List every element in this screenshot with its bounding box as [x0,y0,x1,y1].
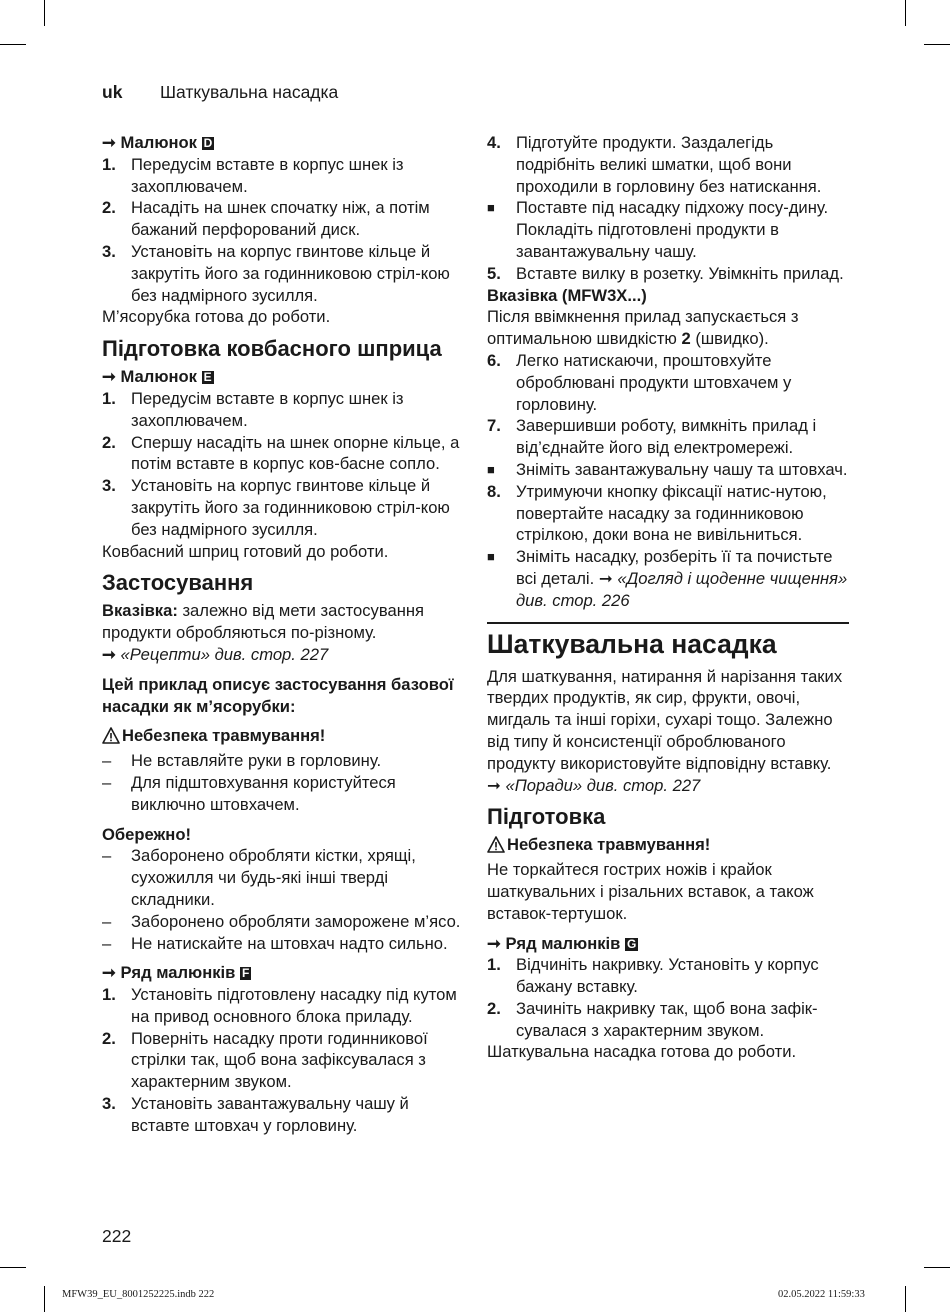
list-item [487,481,849,546]
list-item [487,459,849,481]
figure-ref-e [102,366,464,388]
dash-marker: – [102,751,112,771]
danger-heading-text: Небезпека травмування! [122,726,326,746]
step-text: Вставте вилку в розетку. Увімкніть прилад. [516,263,844,283]
cross-reference[interactable] [102,644,464,666]
step-number: 6. [487,350,501,370]
arrow-icon: ➞ [102,963,116,983]
arrow-icon: ➞ [102,367,116,387]
reference-text: «Рецепти» див. стор. 227 [120,644,329,664]
list-item [102,845,464,910]
steps-g [487,954,849,1041]
steps-continued [487,132,849,285]
step-text: Заборонено обробляти заморожене м’ясо. [131,911,461,931]
ready-text: М’ясорубка готова до роботи. [102,307,331,327]
footer-file-info: MFW39_EU_8001252225.indb 222 [62,1289,215,1300]
step-number: 3. [102,241,116,261]
list-item [102,388,464,432]
step-text: Відчиніть накривку. Установіть у корпус бажану вставку. [516,955,819,997]
list-item [487,132,849,197]
intro-text: Для шаткування, натирання й нарізання таких твердих продуктів, як сир, фрукти, овочі, мигдаль та інші горіхи, сухарі тощо. Залежно від типу й консистенції оброблюваного продукту використовуйте відповідну вставку. [487,666,843,773]
list-item [102,432,464,476]
step-number: 7. [487,416,501,436]
figure-ref-g [487,933,849,955]
danger-list [102,750,464,815]
step-text: Не вставляйте руки в горловину. [131,751,382,771]
step-number: 2. [102,1028,116,1048]
step-number: 1. [102,985,116,1005]
list-item [487,415,849,459]
ready-text: Шаткувальна насадка готова до роботи. [487,1042,797,1062]
list-item [487,263,849,285]
crop-mark [44,0,45,26]
step-text: Поставте під насадку підхожу посу-дину. Покладіть підготовлені продукти в завантажувальну чашу. [516,198,829,261]
language-code: uk [102,82,123,102]
arrow-icon: ➞ [487,775,501,795]
step-text: Не натискайте на штовхач надто сильно. [131,933,448,953]
step-text: Для підштовхування користуйтеся виключно штовхачем. [131,772,396,814]
crop-mark [905,0,906,26]
danger-heading [487,834,849,859]
note-text: Після ввімкнення прилад запускається з оптимальною швидкістю [487,307,799,349]
step-number: 2. [102,432,116,452]
danger-heading [102,725,464,750]
list-item [487,197,849,262]
note-text: залежно від мети застосування продукти обробляються по-різному. [102,601,425,643]
step-text: Легко натискаючи, проштовхуйте оброблювані продукти штовхачем у горловину. [516,350,792,414]
caution-heading: Обережно! [102,824,191,844]
section-heading-usage: Застосування [102,570,254,596]
danger-text: Не торкайтеся гострих ножів і крайок шаткувальних і різальних вставок, а також вставок-тертушок. [487,860,814,923]
step-text: Установіть на корпус гвинтове кільце й закрутіть його за годинниковою стріл-кою без надмірного зусилля. [131,241,450,305]
step-text: Утримуючи кнопку фіксації натис-нутою, повертайте насадку за годинниковою стрілкою, доки вона не вивільниться. [516,481,827,545]
right-column [487,132,849,1063]
step-text: Заборонено обробляти кістки, хрящі, сухожилля чи будь-які інші тверді складники. [131,846,416,909]
bullet-marker: ■ [487,549,495,565]
step-text: Установіть завантажувальну чашу й вставте штовхач у горловину. [131,1094,409,1135]
steps-e [102,388,464,541]
step-text: Насадіть на шнек спочатку ніж, а потім бажаний перфорований диск. [131,198,430,240]
dash-marker: – [102,772,112,792]
section-heading-preparation: Підготовка [487,804,606,830]
step-text: Установіть на корпус гвинтове кільце й закрутіть його за годинниковою стріл-кою без надмірного зусилля. [131,476,450,539]
danger-heading-text: Небезпека травмування! [507,835,711,855]
list-item [102,154,464,198]
ready-text: Ковбасний шприц готовий до роботи. [102,541,389,561]
step-text: Зачиніть накривку так, щоб вона зафік-сувалася з характерним звуком. [516,998,818,1040]
dash-marker: – [102,933,112,953]
list-item [487,998,849,1042]
arrow-icon: ➞ [598,568,613,588]
step-number: 5. [487,263,501,283]
warning-triangle-icon [102,727,122,750]
step-number: 1. [102,388,116,408]
step-number: 2. [102,198,116,218]
crop-mark [0,1267,26,1268]
list-item [102,1028,464,1093]
step-number: 2. [487,998,501,1018]
list-item [102,933,464,955]
dash-marker: – [102,911,112,931]
list-item [102,911,464,933]
figure-letter-box: F [241,966,250,981]
section-heading-sausage: Підготовка ковбасного шприца [102,336,442,362]
step-text: Поверніть насадку проти годинникової стрілки так, щоб вона зафіксувалася з характерним звуком. [131,1028,428,1092]
warning-triangle-icon [487,836,507,859]
note-text: (швидко). [690,329,769,349]
list-item [487,350,849,415]
list-item [102,475,464,540]
bullet-marker: ■ [487,461,495,477]
header-title: Шаткувальна насадка [160,82,339,102]
list-item [102,772,464,816]
list-item [487,546,849,611]
list-item [102,241,464,306]
step-text: Установіть підготовлену насадку під кутом на привод основного блока приладу. [131,985,457,1026]
cross-reference[interactable]: «Поради» див. стор. 227 [505,775,701,795]
speed-value: 2 [681,329,691,349]
arrow-icon: ➞ [102,133,116,152]
dash-marker: – [102,846,112,866]
crop-mark [924,44,950,45]
section-heading-shredder: Шаткувальна насадка [487,628,777,659]
step-number: 3. [102,1094,116,1114]
figure-label: Ряд малюнків [505,933,621,953]
step-number: 1. [102,154,116,174]
step-number: 8. [487,481,501,501]
note-label: Вказівка: [102,601,178,621]
figure-label: Малюнок [120,133,197,152]
note-paragraph [102,600,464,644]
figure-label: Малюнок [120,367,197,387]
crop-mark [905,1286,906,1312]
figure-letter-box: G [626,936,637,951]
figure-ref-d [102,132,464,154]
step-text: Зніміть насадку, розберіть її та почистьте всі деталі. [516,547,833,588]
list-item [102,750,464,772]
figure-letter-box: E [203,370,212,385]
footer-timestamp: 02.05.2022 11:59:33 [778,1289,865,1300]
steps-operation [487,350,849,546]
intro-paragraph [487,666,849,797]
step-text: Передусім вставте в корпус шнек із захоплювачем. [131,388,404,430]
caution-list [102,845,464,954]
list-item [102,1093,464,1137]
step-text: Завершивши роботу, вимкніть прилад і від’єднайте його від електромережі. [516,416,817,458]
step-text: Передусім вставте в корпус шнек із захоплювачем. [131,154,404,196]
step-text: Спершу насадіть на шнек опорне кільце, а потім вставте в корпус ков-басне сопло. [131,432,460,474]
section-divider [487,622,849,624]
step-number: 3. [102,476,116,496]
list-item [487,954,849,998]
crop-mark [44,1286,45,1312]
arrow-icon: ➞ [102,644,116,664]
steps-d [102,154,464,307]
list-item [102,984,464,1028]
figure-label: Ряд малюнків [120,963,236,983]
step-number: 1. [487,955,501,975]
note-heading: Вказівка (MFW3X...) [487,285,647,305]
steps-f [102,984,464,1137]
figure-letter-box: D [203,136,213,150]
crop-mark [0,44,26,45]
step-number: 4. [487,133,501,152]
cross-reference[interactable]: «Догляд і щоденне чищення» див. стор. 226 [516,568,848,610]
figure-ref-f [102,962,464,984]
bullet-marker: ■ [487,200,495,216]
crop-mark [924,1267,950,1268]
step-text: Зніміть завантажувальну чашу та штовхач. [516,459,848,479]
example-heading: Цей приклад описує застосування базової насадки як м’ясорубки: [102,674,454,716]
running-header [102,82,338,103]
left-column [102,132,464,1137]
step-text: Підготуйте продукти. Заздалегідь подрібніть великі шматки, щоб вони проходили в горловину без натискання. [516,133,822,196]
arrow-icon: ➞ [487,933,501,953]
page-number: 222 [102,1226,132,1246]
list-item [102,197,464,241]
note-paragraph [487,306,849,350]
